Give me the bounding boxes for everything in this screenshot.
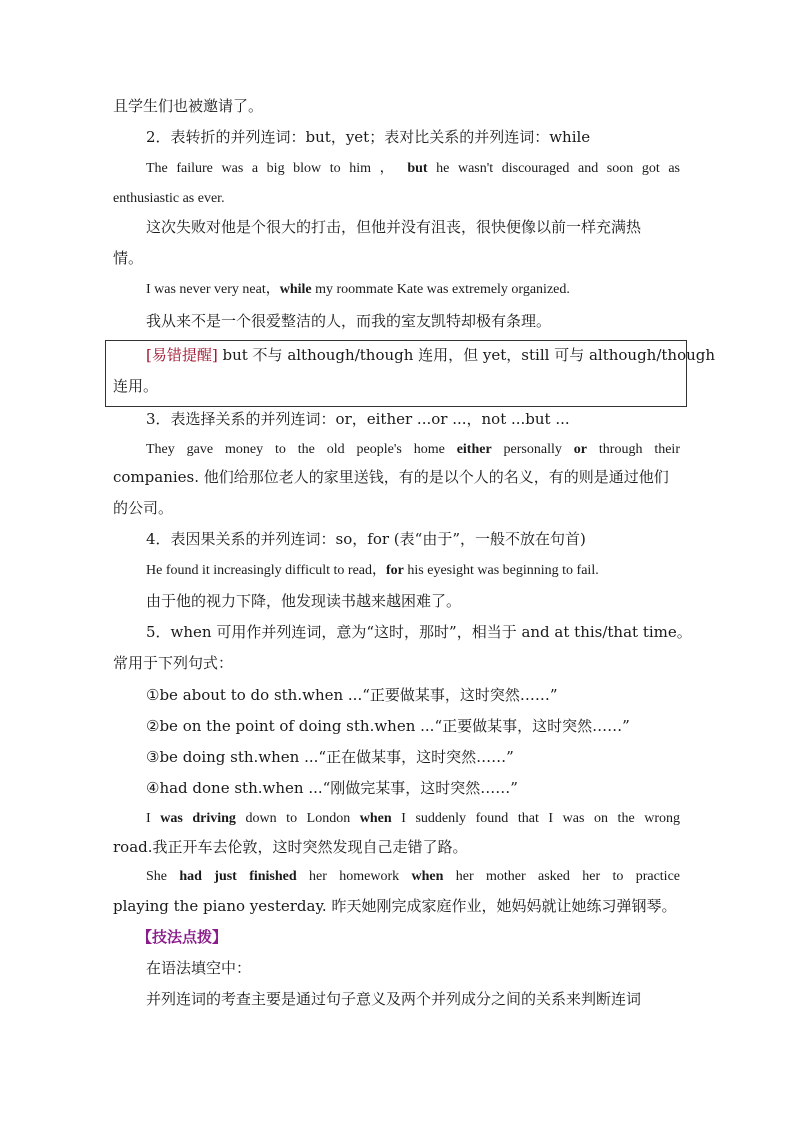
text-line: 常用于下列句式： <box>113 654 234 672</box>
example-sentence-cont: enthusiastic as ever. <box>113 191 225 206</box>
translation: 由于他的视力下降，他发现读书越来越困难了。 <box>146 592 462 610</box>
section-heading-2: 2．表转折的并列连词：but，yet；表对比关系的并列连词：while <box>146 128 591 146</box>
pattern-item: ④had done sth.when ...“刚做完某事，这时突然……” <box>146 779 518 797</box>
text-span: my roommate Kate was extremely organized. <box>311 282 570 297</box>
translation: 我从来不是一个很爱整洁的人，而我的室友凯特却极有条理。 <box>146 312 552 330</box>
text-span: but 不与 although/though 连用，但 yet，still 可与 although/though <box>217 346 716 364</box>
bold-keyword: while <box>279 282 312 297</box>
note-tag: [易错提醒] <box>146 346 218 364</box>
section-heading-3: 3．表选择关系的并列连词：or，either ...or ...，not ...but ... <box>146 410 570 428</box>
bold-keyword: had just finished <box>179 869 297 884</box>
translation-cont: 情。 <box>113 249 144 267</box>
example-sentence <box>146 159 680 179</box>
translation: 这次失败对他是个很大的打击，但他并没有沮丧，很快便像以前一样充满热 <box>146 218 642 236</box>
warning-note <box>146 345 716 365</box>
section-heading-4: 4．表因果关系的并列连词：so，for (表“由于”，一般不放在句首) <box>146 530 586 548</box>
bold-keyword: either <box>456 442 492 457</box>
pattern-item: ③be doing sth.when ...“正在做某事，这时突然……” <box>146 748 514 766</box>
example-sentence <box>146 561 680 581</box>
translation: companies. 他们给那位老人的家里送钱，有的是以个人的名义，有的则是通过他们 <box>113 468 669 486</box>
text-span: I <box>146 811 161 826</box>
text-span: personally <box>491 442 574 457</box>
warning-note-cont: 连用。 <box>113 377 159 395</box>
text-span: He found it increasingly difficult to read， <box>146 563 387 578</box>
translation: road.我正开车去伦敦，这时突然发现自己走错了路。 <box>113 838 468 856</box>
bold-keyword: when <box>411 869 444 884</box>
text-span: The failure was a big blow to him ， <box>146 161 399 176</box>
text-span: through their <box>587 442 680 457</box>
text-span: I was never very neat， <box>146 282 280 297</box>
example-sentence <box>146 809 680 829</box>
pattern-item: ①be about to do sth.when ...“正要做某事，这时突然……” <box>146 686 558 704</box>
text-span: his eyesight was beginning to fail. <box>403 563 599 578</box>
translation-cont: 的公司。 <box>113 499 174 517</box>
bold-keyword: was driving <box>160 811 236 826</box>
bold-keyword: when <box>359 811 392 826</box>
text-line: 且学生们也被邀请了。 <box>113 97 264 115</box>
example-sentence <box>146 280 680 300</box>
text-line: 在语法填空中： <box>146 959 252 977</box>
text-span: her homework <box>296 869 412 884</box>
text-span: I suddenly found that I was on the wrong <box>391 811 680 826</box>
bold-keyword: for <box>386 563 404 578</box>
text-span: They gave money to the old people's home <box>146 442 457 457</box>
example-sentence <box>146 867 680 887</box>
example-sentence <box>146 440 680 460</box>
text-span: down to London <box>235 811 360 826</box>
text-line: 并列连词的考查主要是通过句子意义及两个并列成分之间的关系来判断连词 <box>146 990 642 1008</box>
translation: playing the piano yesterday. 昨天她刚完成家庭作业，她妈妈就让她练习弹钢琴。 <box>113 897 677 915</box>
text-span: he wasn't discouraged and soon got as <box>427 161 680 176</box>
pattern-item: ②be on the point of doing sth.when ...“正要做某事，这时突然……” <box>146 717 630 735</box>
section-heading-5: 5．when 可用作并列连词，意为“这时，那时”，相当于 and at this/that time。 <box>146 623 692 641</box>
text-span: her mother asked her to practice <box>443 869 681 884</box>
tip-heading: 【技法点拨】 <box>137 928 228 946</box>
bold-keyword: or <box>573 442 587 457</box>
bold-keyword: but <box>407 161 428 176</box>
text-span: She <box>146 869 180 884</box>
